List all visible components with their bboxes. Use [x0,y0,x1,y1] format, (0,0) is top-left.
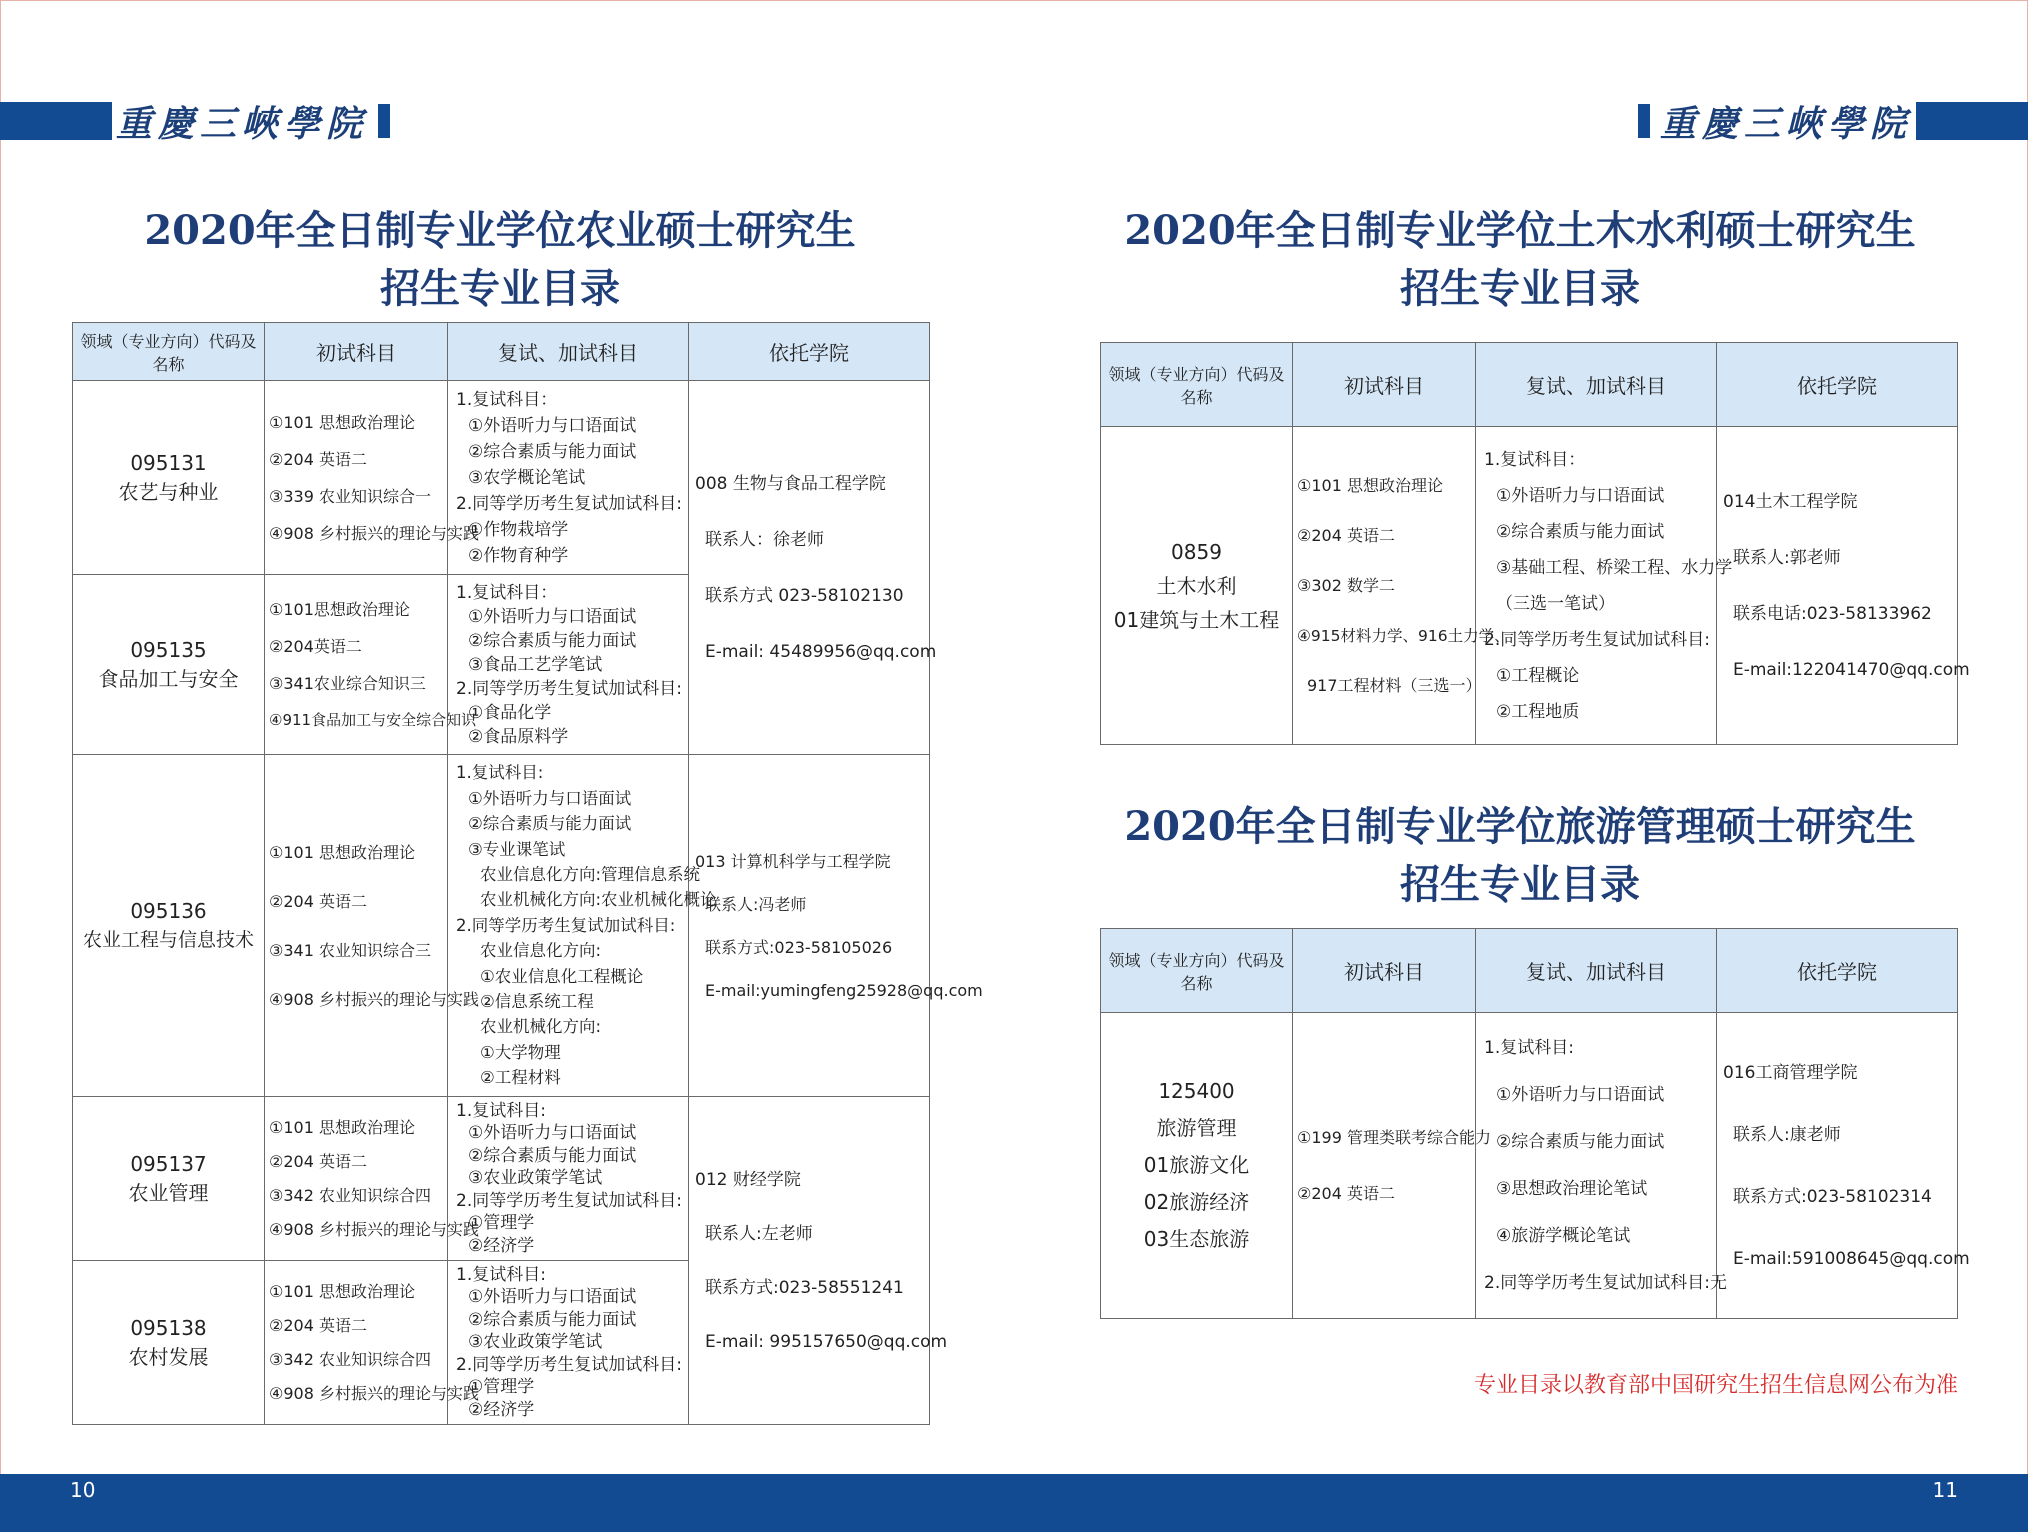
catalog-note: 专业目录以教育部中国研究生招生信息网公布为准 [1473,1373,1958,1398]
college-cell [1717,427,1970,745]
retest-subjects-cell [448,575,689,755]
exam-item: ④908 乡村振兴的理论与实践 [269,523,479,543]
major-code-cell [73,1261,265,1425]
header-band-left [0,102,112,140]
retest-item: 1.复试科目: [456,763,544,783]
exam-item: ③339 农业知识综合一 [269,486,431,506]
civil-table [1100,342,1970,745]
header-band-right [1916,102,2028,140]
major-code: 095137 [130,1151,207,1176]
retest-item: ①工程概论 [1496,665,1580,686]
exam-item: ①101 思想政治理论 [269,412,415,432]
major-name: 农村发展 [128,1344,209,1369]
exam-item: ②204 英语二 [1297,1183,1395,1203]
exam-item: ③342 农业知识综合四 [269,1349,431,1369]
college-name: 016工商管理学院 [1723,1062,1858,1083]
agriculture-table [72,322,983,1425]
retest-item: 1.复试科目： [1484,449,1586,470]
retest-subjects-cell [448,1261,689,1425]
civil-title-line1: 2020年全日制专业学位土木水利硕士研究生 [1124,207,1916,254]
brand-logo-left [116,96,390,146]
retest-item: ③食品工艺学笔试 [468,654,603,675]
exam-subjects-cell [1293,1013,1491,1319]
college-contact: 联系人:郭老师 [1733,547,1841,568]
exam-item: ①101思想政治理论 [269,599,410,619]
table-row [1101,427,1958,745]
exam-item: ③342 农业知识综合四 [269,1185,431,1205]
retest-item: ②综合素质与能力面试 [468,1309,637,1330]
major-code: 095135 [130,637,207,662]
retest-subjects-cell [448,755,717,1097]
retest-item: 2.同等学历考生复试加试科目: [456,678,682,699]
major-name: 农业管理 [128,1180,209,1205]
retest-item: 2.同等学历考生复试加试科目:无 [1484,1272,1727,1293]
exam-item: ④908 乡村振兴的理论与实践 [269,1383,479,1403]
retest-item: 1.复试科目: [456,1100,546,1121]
header-retest: 复试、加试科目 [448,323,689,381]
exam-item: ①101 思想政治理论 [269,842,415,862]
retest-item: ②综合素质与能力面试 [468,1145,637,1166]
college-contact: 联系人:康老师 [1733,1124,1841,1145]
major-name: 农艺与种业 [118,479,219,504]
brand-name-right: 重慶三峽學院 [1659,102,1912,145]
left-title [70,202,930,318]
header-exam: 初试科目 [1293,343,1476,427]
table-header-row [1101,343,1958,427]
table-header-row [73,323,930,381]
page-number-right: 11 [1932,1478,1958,1502]
retest-item: ③基础工程、桥梁工程、水力学 [1496,557,1733,578]
retest-item: ②综合素质与能力面试 [1496,521,1665,542]
exam-item: ②204 英语二 [269,449,367,469]
header-field: 领域（专业方向）代码及名称 [1101,343,1293,427]
college-contact: 联系人:左老师 [705,1223,813,1244]
retest-item: ①管理学 [468,1213,535,1234]
retest-item: 2.同等学历考生复试加试科目: [1484,629,1710,650]
retest-item: ②工程地质 [1496,701,1580,722]
exam-item: ④908 乡村振兴的理论与实践 [269,1219,479,1239]
major-code-cell [1101,427,1293,745]
retest-item: 1.复试科目： [456,389,558,410]
college-cell [689,1097,948,1425]
retest-item: ②综合素质与能力面试 [468,630,637,651]
exam-item: ②204 英语二 [1297,525,1395,545]
retest-item: ③专业课笔试 [468,839,566,859]
retest-item: 2.同等学历考生复试加试科目: [456,1354,682,1375]
college-email: E-mail:122041470@qq.com [1733,659,1970,680]
retest-item: 1.复试科目: [456,1264,546,1285]
retest-item: ①食品化学 [468,702,552,723]
retest-item: ④旅游学概论笔试 [1496,1225,1631,1246]
college-name: 013 计算机科学与工程学院 [695,851,891,871]
exam-item: ②204英语二 [269,636,362,656]
major-code-cell [73,381,265,575]
college-name: 008 生物与食品工程学院 [695,473,886,494]
brand-name-left: 重慶三峽學院 [116,102,369,145]
header-field: 领域（专业方向）代码及名称 [1101,929,1293,1013]
retest-item: ①外语听力与口语面试 [468,788,632,808]
exam-subjects-cell [265,575,477,755]
major-code-cell [1101,1013,1293,1319]
header-exam: 初试科目 [265,323,448,381]
retest-item: ①大学物理 [480,1042,561,1062]
tourism-title-line2: 招生专业目录 [1400,861,1640,908]
major-code: 0859 [1171,539,1222,564]
retest-item: ①外语听力与口语面试 [468,1123,637,1144]
exam-subjects-cell [1293,427,1510,745]
tourism-table [1100,928,1970,1319]
retest-item: 农业机械化方向: [480,1017,602,1037]
exam-item: ④911食品加工与安全综合知识 [269,710,477,729]
retest-item: ②食品原料学 [468,726,569,747]
retest-item: ③农业政策学笔试 [468,1168,603,1189]
table-row [73,1097,930,1261]
major-direction: 03生态旅游 [1143,1227,1250,1251]
retest-item: 农业信息化方向:管理信息系统 [480,864,701,884]
brand-tab-right [1638,104,1650,138]
college-cell [689,755,983,1097]
civil-title [1090,202,1950,318]
college-email: E-mail:yumingfeng25928@qq.com [705,980,983,1000]
college-name: 012 财经学院 [695,1169,801,1190]
retest-item: ②经济学 [468,1235,535,1256]
retest-item: ②综合素质与能力面试 [468,441,637,462]
retest-item: ②作物育种学 [468,545,569,566]
college-email: E-mail: 45489956@qq.com [705,641,937,662]
exam-item: ①101 思想政治理论 [1297,475,1443,495]
college-cell [689,381,937,755]
brand-tab-left [378,104,390,138]
retest-subjects-cell [1476,1013,1727,1319]
retest-item: ①外语听力与口语面试 [468,606,637,627]
retest-item: 农业信息化方向: [480,941,602,961]
retest-item: ①农业信息化工程概论 [480,966,644,986]
exam-item: ③341农业综合知识三 [269,673,426,693]
major-direction: 01建筑与土木工程 [1113,607,1280,632]
exam-subjects-cell [265,1097,479,1261]
exam-subjects-cell [265,755,479,1097]
exam-item: ③302 数学二 [1297,575,1395,595]
header-exam: 初试科目 [1293,929,1476,1013]
table-row [73,755,930,1097]
exam-item: ④908 乡村振兴的理论与实践 [269,989,479,1009]
exam-item: 917工程材料（三选一） [1307,675,1482,695]
college-phone: 联系方式:023-58102314 [1733,1186,1932,1207]
exam-item: ②204 英语二 [269,1315,367,1335]
retest-subjects-cell [448,1097,689,1261]
left-title-line1: 2020年全日制专业学位农业硕士研究生 [144,207,856,254]
exam-item: ②204 英语二 [269,1151,367,1171]
retest-item: 1.复试科目: [1484,1037,1574,1058]
retest-item: 2.同等学历考生复试加试科目: [456,1190,682,1211]
retest-item: 1.复试科目： [456,582,558,603]
retest-item: ①外语听力与口语面试 [468,1287,637,1308]
college-phone: 联系电话:023-58133962 [1733,603,1932,624]
retest-item: ③思想政治理论笔试 [1496,1178,1648,1199]
retest-item: ②经济学 [468,1399,535,1420]
tourism-title [1090,798,1950,914]
major-code: 095131 [130,450,207,475]
retest-item: （三选一笔试） [1496,593,1615,614]
college-phone: 联系方式:023-58105026 [705,937,893,957]
exam-subjects-cell [265,381,479,575]
header-retest: 复试、加试科目 [1476,929,1717,1013]
left-title-line2: 招生专业目录 [380,265,620,312]
retest-item: 2.同等学历考生复试加试科目: [456,915,676,935]
retest-item: ②信息系统工程 [480,992,594,1012]
college-email: E-mail:591008645@qq.com [1733,1248,1970,1269]
exam-item: ③341 农业知识综合三 [269,940,431,960]
major-name: 旅游管理 [1156,1116,1237,1140]
retest-item: ③农业政策学笔试 [468,1332,603,1353]
retest-item: ①作物栽培学 [468,519,569,540]
retest-item: ③农学概论笔试 [468,467,586,488]
major-name: 食品加工与安全 [98,666,239,691]
header-college: 依托学院 [1717,343,1958,427]
page-number-left: 10 [70,1478,96,1502]
major-name: 土木水利 [1156,573,1237,598]
retest-item: 农业机械化方向:农业机械化概论 [480,890,717,910]
retest-item: ①管理学 [468,1377,535,1398]
college-phone: 联系方式 023-58102130 [705,585,904,606]
header-field: 领域（专业方向）代码及名称 [73,323,265,381]
table-header-row [1101,929,1958,1013]
tourism-title-line1: 2020年全日制专业学位旅游管理硕士研究生 [1124,803,1916,850]
retest-subjects-cell [1476,427,1733,745]
retest-item: ①外语听力与口语面试 [468,415,637,436]
major-direction: 02旅游经济 [1143,1190,1250,1214]
exam-item: ④915材料力学、916土力学、 [1297,626,1510,645]
brand-logo-right [1638,96,1912,146]
exam-item: ②204 英语二 [269,891,367,911]
major-code: 095138 [130,1315,207,1340]
table-row [1101,1013,1958,1319]
college-name: 014土木工程学院 [1723,491,1858,512]
major-name: 农业工程与信息技术 [82,928,254,951]
exam-item: ①101 思想政治理论 [269,1281,415,1301]
header-college: 依托学院 [1717,929,1958,1013]
retest-item: ①外语听力与口语面试 [1496,485,1665,506]
major-direction: 01旅游文化 [1143,1153,1250,1177]
table-row [73,381,930,575]
exam-item: ①199 管理类联考综合能力 [1297,1127,1491,1147]
college-contact: 联系人：徐老师 [705,529,824,550]
major-code-cell [73,575,265,755]
civil-title-line2: 招生专业目录 [1400,265,1640,312]
major-code-cell [73,755,265,1097]
exam-item: ①101 思想政治理论 [269,1117,415,1137]
exam-subjects-cell [265,1261,479,1425]
retest-item: ②工程材料 [480,1068,561,1088]
retest-item: ②综合素质与能力面试 [1496,1131,1665,1152]
major-code: 125400 [1158,1079,1235,1103]
major-code: 095136 [130,898,207,923]
header-retest: 复试、加试科目 [1476,343,1717,427]
header-college: 依托学院 [689,323,930,381]
college-contact: 联系人:冯老师 [705,894,807,914]
major-code-cell [73,1097,265,1261]
retest-subjects-cell [448,381,689,575]
retest-item: ②综合素质与能力面试 [468,814,632,834]
retest-item: ①外语听力与口语面试 [1496,1084,1665,1105]
retest-item: 2.同等学历考生复试加试科目: [456,493,682,514]
college-cell [1717,1013,1970,1319]
footer-band [0,1474,2028,1532]
college-email: E-mail: 995157650@qq.com [705,1331,948,1352]
college-phone: 联系方式:023-58551241 [705,1277,904,1298]
